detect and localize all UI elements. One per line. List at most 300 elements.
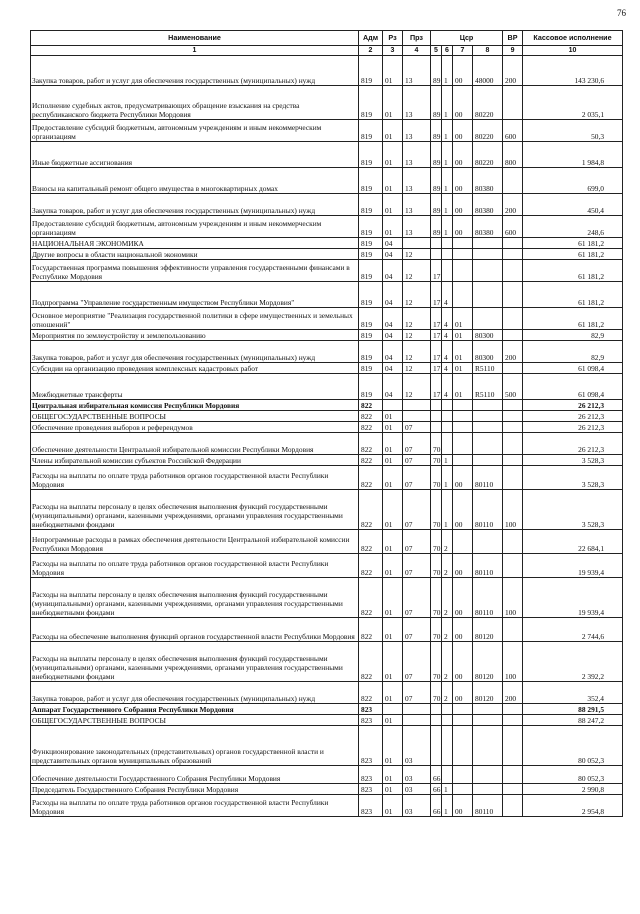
row-csr-event: 00 bbox=[453, 56, 473, 86]
row-csr-subprogram: 4 bbox=[442, 341, 453, 363]
header-number: 8 bbox=[473, 46, 503, 56]
table-row bbox=[31, 490, 623, 530]
row-csr-direction bbox=[473, 704, 503, 715]
row-csr-program: 17 bbox=[431, 282, 442, 308]
row-adm: 822 bbox=[359, 455, 383, 466]
row-sum: 143 230,6 bbox=[523, 56, 623, 86]
row-prz: 03 bbox=[403, 795, 431, 817]
table-row bbox=[31, 120, 623, 142]
row-name: Предоставление субсидий бюджетным, автономным учреждениям и иным некоммерческим организациям bbox=[31, 120, 359, 142]
row-name: Основное мероприятие "Реализация государственной политики в сфере имущественных и земельных отношений" bbox=[31, 308, 359, 330]
row-rz: 04 bbox=[383, 249, 403, 260]
table-row bbox=[31, 795, 623, 817]
row-csr-direction: 80110 bbox=[473, 795, 503, 817]
row-csr-subprogram: 4 bbox=[442, 308, 453, 330]
row-name: Субсидии на организацию проведения комплексных кадастровых работ bbox=[31, 363, 359, 374]
row-csr-subprogram: 4 bbox=[442, 374, 453, 400]
row-name: Закупка товаров, работ и услуг для обеспечения государственных (муниципальных) нужд bbox=[31, 194, 359, 216]
row-vr: 100 bbox=[503, 578, 523, 618]
row-csr-direction: 48000 bbox=[473, 56, 503, 86]
row-adm: 819 bbox=[359, 216, 383, 238]
row-csr-program: 70 bbox=[431, 466, 442, 490]
row-csr-subprogram: 1 bbox=[442, 142, 453, 168]
row-adm: 819 bbox=[359, 168, 383, 194]
row-sum: 26 212,3 bbox=[523, 400, 623, 411]
row-vr bbox=[503, 260, 523, 282]
row-csr-direction: 80220 bbox=[473, 142, 503, 168]
row-csr-program: 66 bbox=[431, 784, 442, 795]
row-name: Исполнение судебных актов, предусматривающих обращение взыскания на средства республиканского бюджета Республики Мордовия bbox=[31, 86, 359, 120]
row-csr-direction bbox=[473, 411, 503, 422]
row-vr: 200 bbox=[503, 341, 523, 363]
row-vr bbox=[503, 411, 523, 422]
row-sum: 26 212,3 bbox=[523, 411, 623, 422]
table-row bbox=[31, 433, 623, 455]
table-row bbox=[31, 282, 623, 308]
row-vr bbox=[503, 433, 523, 455]
table-row bbox=[31, 363, 623, 374]
row-csr-event bbox=[453, 260, 473, 282]
row-name: ОБЩЕГОСУДАРСТВЕННЫЕ ВОПРОСЫ bbox=[31, 411, 359, 422]
row-rz: 01 bbox=[383, 86, 403, 120]
row-adm: 822 bbox=[359, 642, 383, 682]
row-vr bbox=[503, 400, 523, 411]
row-vr bbox=[503, 554, 523, 578]
row-csr-subprogram: 4 bbox=[442, 282, 453, 308]
row-prz: 12 bbox=[403, 363, 431, 374]
row-csr-event: 00 bbox=[453, 682, 473, 704]
row-csr-event: 00 bbox=[453, 86, 473, 120]
row-rz: 01 bbox=[383, 715, 403, 726]
row-sum: 82,9 bbox=[523, 341, 623, 363]
row-vr bbox=[503, 86, 523, 120]
row-csr-direction bbox=[473, 282, 503, 308]
row-name: Закупка товаров, работ и услуг для обеспечения государственных (муниципальных) нужд bbox=[31, 341, 359, 363]
header-sum: Кассовое исполнение bbox=[523, 31, 623, 46]
row-name: Расходы на выплаты по оплате труда работников органов государственной власти Республики Мордовия bbox=[31, 554, 359, 578]
table-row bbox=[31, 260, 623, 282]
row-csr-direction: 80300 bbox=[473, 341, 503, 363]
row-vr: 100 bbox=[503, 490, 523, 530]
table-row bbox=[31, 238, 623, 249]
row-prz: 07 bbox=[403, 455, 431, 466]
row-csr-event bbox=[453, 715, 473, 726]
row-csr-program: 70 bbox=[431, 578, 442, 618]
row-csr-event: 00 bbox=[453, 142, 473, 168]
table-row bbox=[31, 341, 623, 363]
row-sum: 699,0 bbox=[523, 168, 623, 194]
header-number: 5 bbox=[431, 46, 442, 56]
row-adm: 819 bbox=[359, 374, 383, 400]
row-adm: 819 bbox=[359, 341, 383, 363]
row-name: Обеспечение деятельности Центральной избирательной комиссии Республики Мордовия bbox=[31, 433, 359, 455]
row-vr bbox=[503, 282, 523, 308]
header-number: 9 bbox=[503, 46, 523, 56]
row-adm: 822 bbox=[359, 554, 383, 578]
row-adm: 819 bbox=[359, 120, 383, 142]
row-adm: 822 bbox=[359, 466, 383, 490]
row-rz: 01 bbox=[383, 422, 403, 433]
row-csr-subprogram: 2 bbox=[442, 642, 453, 682]
row-csr-direction: R5110 bbox=[473, 374, 503, 400]
header-vr: ВР bbox=[503, 31, 523, 46]
row-adm: 822 bbox=[359, 618, 383, 642]
row-vr bbox=[503, 466, 523, 490]
row-csr-event: 00 bbox=[453, 642, 473, 682]
row-vr bbox=[503, 726, 523, 766]
table-row bbox=[31, 530, 623, 554]
row-adm: 819 bbox=[359, 363, 383, 374]
row-adm: 823 bbox=[359, 766, 383, 784]
row-rz: 01 bbox=[383, 578, 403, 618]
row-sum: 26 212,3 bbox=[523, 422, 623, 433]
row-prz: 07 bbox=[403, 682, 431, 704]
row-prz: 03 bbox=[403, 726, 431, 766]
row-csr-direction: 80120 bbox=[473, 618, 503, 642]
row-csr-program bbox=[431, 238, 442, 249]
row-csr-subprogram: 4 bbox=[442, 363, 453, 374]
row-vr bbox=[503, 784, 523, 795]
row-csr-direction: 80110 bbox=[473, 578, 503, 618]
row-csr-direction bbox=[473, 238, 503, 249]
row-prz: 13 bbox=[403, 120, 431, 142]
table-row bbox=[31, 330, 623, 341]
row-csr-event: 00 bbox=[453, 618, 473, 642]
row-prz: 07 bbox=[403, 642, 431, 682]
row-sum: 450,4 bbox=[523, 194, 623, 216]
row-name: Расходы на выплаты персоналу в целях обеспечения выполнения функций государственными (муниципальными) органами, казенными учреждениями, органами управления государственными внебюджетными фондами bbox=[31, 578, 359, 618]
row-csr-subprogram: 1 bbox=[442, 194, 453, 216]
row-csr-subprogram bbox=[442, 726, 453, 766]
row-vr bbox=[503, 766, 523, 784]
row-sum: 61 181,2 bbox=[523, 282, 623, 308]
row-csr-subprogram: 4 bbox=[442, 330, 453, 341]
row-adm: 819 bbox=[359, 56, 383, 86]
row-adm: 819 bbox=[359, 142, 383, 168]
row-csr-direction bbox=[473, 249, 503, 260]
row-adm: 822 bbox=[359, 422, 383, 433]
row-name: Закупка товаров, работ и услуг для обеспечения государственных (муниципальных) нужд bbox=[31, 56, 359, 86]
row-csr-direction: 80380 bbox=[473, 216, 503, 238]
row-csr-direction: 80110 bbox=[473, 466, 503, 490]
row-csr-event: 00 bbox=[453, 466, 473, 490]
row-csr-program: 70 bbox=[431, 490, 442, 530]
row-csr-program: 70 bbox=[431, 530, 442, 554]
row-csr-direction bbox=[473, 726, 503, 766]
row-csr-event: 01 bbox=[453, 363, 473, 374]
header-adm: Адм bbox=[359, 31, 383, 46]
row-prz: 03 bbox=[403, 784, 431, 795]
row-prz: 07 bbox=[403, 422, 431, 433]
row-name: Расходы на обеспечение выполнения функций органов государственной власти Республики Мордовия bbox=[31, 618, 359, 642]
row-csr-program: 89 bbox=[431, 120, 442, 142]
row-sum: 88 247,2 bbox=[523, 715, 623, 726]
row-rz: 01 bbox=[383, 411, 403, 422]
row-csr-subprogram bbox=[442, 422, 453, 433]
row-name: Взносы на капитальный ремонт общего имущества в многоквартирных домах bbox=[31, 168, 359, 194]
row-sum: 2 954,8 bbox=[523, 795, 623, 817]
row-csr-direction bbox=[473, 260, 503, 282]
row-sum: 19 939,4 bbox=[523, 554, 623, 578]
row-csr-program: 70 bbox=[431, 618, 442, 642]
row-rz: 04 bbox=[383, 238, 403, 249]
table-row bbox=[31, 642, 623, 682]
row-name: Председатель Государственного Собрания Республики Мордовия bbox=[31, 784, 359, 795]
row-adm: 822 bbox=[359, 433, 383, 455]
header-name: Наименование bbox=[31, 31, 359, 46]
row-rz: 01 bbox=[383, 784, 403, 795]
table-row bbox=[31, 578, 623, 618]
header-number: 7 bbox=[453, 46, 473, 56]
row-csr-event bbox=[453, 726, 473, 766]
table-row bbox=[31, 216, 623, 238]
row-prz: 12 bbox=[403, 308, 431, 330]
row-csr-event: 01 bbox=[453, 330, 473, 341]
row-adm: 819 bbox=[359, 282, 383, 308]
row-name: Обеспечение проведения выборов и референдумов bbox=[31, 422, 359, 433]
row-adm: 823 bbox=[359, 715, 383, 726]
row-csr-program: 17 bbox=[431, 363, 442, 374]
row-vr bbox=[503, 530, 523, 554]
row-csr-program: 70 bbox=[431, 642, 442, 682]
header-row bbox=[31, 31, 623, 46]
row-csr-event bbox=[453, 411, 473, 422]
row-csr-program: 70 bbox=[431, 554, 442, 578]
row-prz bbox=[403, 411, 431, 422]
row-csr-program bbox=[431, 400, 442, 411]
row-rz: 01 bbox=[383, 490, 403, 530]
row-sum: 50,3 bbox=[523, 120, 623, 142]
row-csr-program bbox=[431, 411, 442, 422]
table-row bbox=[31, 374, 623, 400]
row-rz: 01 bbox=[383, 530, 403, 554]
row-csr-subprogram: 1 bbox=[442, 784, 453, 795]
row-sum: 61 181,2 bbox=[523, 249, 623, 260]
row-prz: 13 bbox=[403, 216, 431, 238]
row-rz: 01 bbox=[383, 56, 403, 86]
row-name: Члены избирательной комиссии субъектов Российской Федерации bbox=[31, 455, 359, 466]
table-row bbox=[31, 554, 623, 578]
row-sum: 2 744,6 bbox=[523, 618, 623, 642]
row-csr-subprogram: 1 bbox=[442, 455, 453, 466]
row-name: Расходы на выплаты по оплате труда работников органов государственной власти Республики Мордовия bbox=[31, 466, 359, 490]
row-csr-subprogram: 2 bbox=[442, 530, 453, 554]
row-csr-program: 70 bbox=[431, 455, 442, 466]
row-csr-subprogram: 1 bbox=[442, 795, 453, 817]
row-csr-program: 66 bbox=[431, 795, 442, 817]
row-csr-program: 89 bbox=[431, 194, 442, 216]
row-adm: 822 bbox=[359, 411, 383, 422]
row-sum: 61 098,4 bbox=[523, 374, 623, 400]
row-sum: 80 052,3 bbox=[523, 726, 623, 766]
row-sum: 80 052,3 bbox=[523, 766, 623, 784]
row-vr bbox=[503, 168, 523, 194]
table-row bbox=[31, 784, 623, 795]
row-sum: 61 098,4 bbox=[523, 363, 623, 374]
row-vr: 600 bbox=[503, 216, 523, 238]
row-csr-subprogram: 1 bbox=[442, 56, 453, 86]
row-vr bbox=[503, 238, 523, 249]
row-csr-subprogram bbox=[442, 400, 453, 411]
row-adm: 819 bbox=[359, 238, 383, 249]
row-sum: 3 528,3 bbox=[523, 455, 623, 466]
row-vr bbox=[503, 455, 523, 466]
row-rz: 01 bbox=[383, 433, 403, 455]
table-row bbox=[31, 308, 623, 330]
row-csr-event bbox=[453, 400, 473, 411]
row-csr-subprogram: 2 bbox=[442, 618, 453, 642]
header-csr: Цср bbox=[431, 31, 503, 46]
row-prz: 12 bbox=[403, 260, 431, 282]
row-name: Обеспечение деятельности Государственного Собрания Республики Мордовия bbox=[31, 766, 359, 784]
row-rz: 01 bbox=[383, 766, 403, 784]
row-adm: 822 bbox=[359, 400, 383, 411]
header-number: 2 bbox=[359, 46, 383, 56]
row-csr-event: 00 bbox=[453, 216, 473, 238]
row-csr-direction bbox=[473, 433, 503, 455]
row-sum: 61 181,2 bbox=[523, 238, 623, 249]
row-csr-event: 01 bbox=[453, 341, 473, 363]
row-vr bbox=[503, 618, 523, 642]
row-csr-subprogram: 1 bbox=[442, 86, 453, 120]
row-prz: 13 bbox=[403, 194, 431, 216]
row-csr-subprogram: 1 bbox=[442, 216, 453, 238]
row-rz bbox=[383, 704, 403, 715]
row-rz: 01 bbox=[383, 168, 403, 194]
row-vr bbox=[503, 330, 523, 341]
row-prz bbox=[403, 715, 431, 726]
row-name: Закупка товаров, работ и услуг для обеспечения государственных (муниципальных) нужд bbox=[31, 682, 359, 704]
row-csr-program: 17 bbox=[431, 260, 442, 282]
row-csr-direction: 80220 bbox=[473, 86, 503, 120]
table-row bbox=[31, 715, 623, 726]
row-vr: 500 bbox=[503, 374, 523, 400]
table-row bbox=[31, 726, 623, 766]
table-row bbox=[31, 194, 623, 216]
row-adm: 822 bbox=[359, 578, 383, 618]
row-sum: 248,6 bbox=[523, 216, 623, 238]
row-rz: 04 bbox=[383, 363, 403, 374]
row-adm: 822 bbox=[359, 490, 383, 530]
row-sum: 61 181,2 bbox=[523, 308, 623, 330]
row-csr-event bbox=[453, 704, 473, 715]
row-csr-event bbox=[453, 433, 473, 455]
row-csr-program: 89 bbox=[431, 216, 442, 238]
row-csr-event: 00 bbox=[453, 120, 473, 142]
row-rz: 04 bbox=[383, 341, 403, 363]
header-number: 6 bbox=[442, 46, 453, 56]
row-rz: 01 bbox=[383, 142, 403, 168]
page-number: 76 bbox=[617, 8, 626, 18]
row-prz bbox=[403, 704, 431, 715]
row-sum: 1 984,8 bbox=[523, 142, 623, 168]
row-csr-event bbox=[453, 455, 473, 466]
row-csr-program: 17 bbox=[431, 374, 442, 400]
row-name: Функционирование законодательных (представительных) органов государственной власти и представительных органов муниципальных образований bbox=[31, 726, 359, 766]
header-number: 4 bbox=[403, 46, 431, 56]
row-prz bbox=[403, 238, 431, 249]
budget-table bbox=[30, 30, 623, 817]
header-number: 10 bbox=[523, 46, 623, 56]
table-row bbox=[31, 682, 623, 704]
row-name: Другие вопросы в области национальной экономики bbox=[31, 249, 359, 260]
table-row bbox=[31, 455, 623, 466]
row-csr-event: 00 bbox=[453, 194, 473, 216]
row-prz: 07 bbox=[403, 433, 431, 455]
row-csr-subprogram bbox=[442, 704, 453, 715]
row-csr-program bbox=[431, 422, 442, 433]
table-row bbox=[31, 618, 623, 642]
row-csr-program bbox=[431, 249, 442, 260]
row-vr: 200 bbox=[503, 194, 523, 216]
row-rz: 01 bbox=[383, 618, 403, 642]
row-name: Предоставление субсидий бюджетным, автономным учреждениям и иным некоммерческим организациям bbox=[31, 216, 359, 238]
table-row bbox=[31, 142, 623, 168]
row-adm: 823 bbox=[359, 704, 383, 715]
row-csr-direction: 80220 bbox=[473, 120, 503, 142]
row-csr-subprogram: 2 bbox=[442, 682, 453, 704]
row-csr-direction bbox=[473, 766, 503, 784]
row-sum: 19 939,4 bbox=[523, 578, 623, 618]
row-name: Подпрограмма "Управление государственным имуществом Республики Мордовия" bbox=[31, 282, 359, 308]
row-prz: 12 bbox=[403, 330, 431, 341]
table-row bbox=[31, 56, 623, 86]
row-csr-program: 17 bbox=[431, 341, 442, 363]
row-csr-direction bbox=[473, 308, 503, 330]
row-adm: 823 bbox=[359, 795, 383, 817]
row-csr-event bbox=[453, 282, 473, 308]
row-csr-subprogram bbox=[442, 715, 453, 726]
row-csr-program: 89 bbox=[431, 56, 442, 86]
row-csr-program: 17 bbox=[431, 330, 442, 341]
row-name: Аппарат Государственного Собрания Республики Мордовия bbox=[31, 704, 359, 715]
row-csr-subprogram bbox=[442, 411, 453, 422]
row-csr-subprogram: 1 bbox=[442, 168, 453, 194]
row-csr-program: 89 bbox=[431, 142, 442, 168]
row-prz: 07 bbox=[403, 578, 431, 618]
row-vr bbox=[503, 422, 523, 433]
row-vr: 200 bbox=[503, 56, 523, 86]
row-sum: 22 684,1 bbox=[523, 530, 623, 554]
row-rz: 01 bbox=[383, 216, 403, 238]
row-vr bbox=[503, 704, 523, 715]
row-name: НАЦИОНАЛЬНАЯ ЭКОНОМИКА bbox=[31, 238, 359, 249]
row-csr-program bbox=[431, 704, 442, 715]
table-row bbox=[31, 466, 623, 490]
row-prz: 12 bbox=[403, 282, 431, 308]
row-csr-direction: 80380 bbox=[473, 168, 503, 194]
row-sum: 26 212,3 bbox=[523, 433, 623, 455]
row-sum: 352,4 bbox=[523, 682, 623, 704]
row-csr-event: 01 bbox=[453, 374, 473, 400]
table-body bbox=[31, 56, 623, 817]
row-prz: 07 bbox=[403, 554, 431, 578]
table-row bbox=[31, 249, 623, 260]
row-name: Государственная программа повышения эффективности управления государственными финансами в Республике Мордовия bbox=[31, 260, 359, 282]
row-csr-event: 00 bbox=[453, 490, 473, 530]
row-csr-subprogram bbox=[442, 238, 453, 249]
row-rz: 01 bbox=[383, 466, 403, 490]
row-csr-direction: 80110 bbox=[473, 490, 503, 530]
row-prz: 13 bbox=[403, 142, 431, 168]
row-csr-subprogram: 1 bbox=[442, 490, 453, 530]
row-adm: 819 bbox=[359, 330, 383, 341]
row-rz: 04 bbox=[383, 308, 403, 330]
row-csr-event: 00 bbox=[453, 168, 473, 194]
row-csr-direction bbox=[473, 784, 503, 795]
row-csr-direction: 80120 bbox=[473, 682, 503, 704]
row-rz: 04 bbox=[383, 260, 403, 282]
